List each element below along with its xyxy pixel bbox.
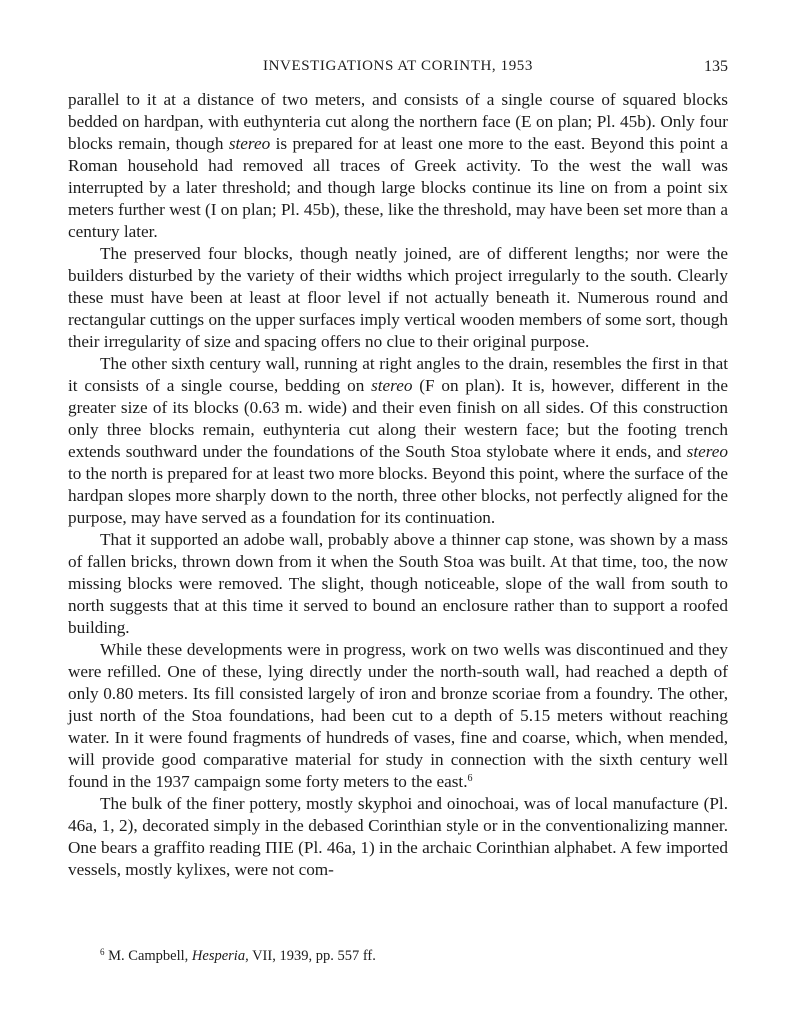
footnote-marker: 6 <box>100 947 105 957</box>
paragraph-1-text-a: parallel to it at a distance of two meters, and consists of a single course of squared blocks bedded on hardpan, with euthynteria cut along the northern face (E on plan; Pl. 45b). Only four blocks remain, though <box>68 90 728 153</box>
paragraph-3-text-c: to the north is prepared for at least two more blocks. Beyond this point, where the surface of the hardpan slopes more sharply down to the north, three other blocks, not perfectly aligned for the purpose, may have served as a foundation for its continuation. <box>68 464 728 527</box>
paragraph-3-text-b: (F on plan). It is, however, different in the greater size of its blocks (0.63 m. wide) and their even finish on all sides. Of this construction only three blocks remain, euthynteria cut along their western face; but the footing trench extends southward under the foundations of the South Stoa stylobate where it ends, and <box>68 376 728 461</box>
paragraph-3 <box>68 353 728 529</box>
italic-term: stereo <box>371 376 413 395</box>
paragraph-1 <box>68 89 728 243</box>
page-number: 135 <box>704 58 728 75</box>
footnote-text-a: M. Campbell, <box>104 948 192 964</box>
footnote-reference[interactable]: 6 <box>467 773 473 784</box>
paragraph-6: The bulk of the finer pottery, mostly skyphoi and oinochoai, was of local manufacture (Pl. 46a, 1, 2), decorated simply in the debased Corinthian style or in the conventionalizing manner. One bears a graffito reading ΠΙΕ (Pl. 46a, 1) in the archaic Corinthian alphabet. A few imported vessels, mostly kylixes, were not com- <box>68 794 728 879</box>
body-text <box>68 89 728 881</box>
paragraph-2: The preserved four blocks, though neatly joined, are of different lengths; nor were the builders disturbed by the variety of their widths which project irregularly to the south. Clearly these must have been at least at floor level if not actually beneath it. Numerous round and rectangular cuttings on the upper surfaces imply vertical wooden members of some sort, though their irregularity of size and spacing offers no clue to their original purpose. <box>68 244 728 351</box>
footnote <box>100 946 700 966</box>
running-title: INVESTIGATIONS AT CORINTH, 1953 <box>263 58 533 74</box>
paragraph-3-text-a: The other sixth century wall, running at right angles to the drain, resembles the first in that it consists of a single course, bedding on <box>68 354 728 395</box>
footnote-journal: Hesperia <box>191 948 246 964</box>
paragraph-5-text: While these developments were in progress, work on two wells was discontinued and they were refilled. One of these, lying directly under the north-south wall, had reached a depth of only 0.80 meters. Its fill consisted largely of iron and bronze scoriae from a foundry. The other, just north of the Stoa foundations, had been cut to a depth of 5.15 meters without reaching water. In it were found fragments of hundreds of vases, fine and coarse, which, when mended, will provide good comparative material for study in connection with the sixth century well found in the 1937 campaign some forty meters to the east. <box>68 640 728 791</box>
paragraph-1-text-b: is prepared for at least one more to the east. Beyond this point a Roman household had removed all traces of Greek activity. To the west the wall was interrupted by a later threshold; and though large blocks continue its line on from a point six meters further west (I on plan; Pl. 45b), these, like the threshold, may have been set more than a century later. <box>68 134 729 241</box>
paragraph-4: That it supported an adobe wall, probably above a thinner cap stone, was shown by a mass of fallen bricks, thrown down from it when the South Stoa was built. At that time, too, the now missing blocks were removed. The slight, though noticeable, slope of the wall from south to north suggests that at this time it served to bound an enclosure rather than to support a roofed building. <box>68 530 728 637</box>
running-head <box>68 58 728 80</box>
paragraph-5 <box>68 639 728 793</box>
italic-term: stereo <box>686 442 728 461</box>
italic-term: stereo <box>228 134 271 153</box>
footnote-text-b: , VII, 1939, pp. 557 ff. <box>245 948 376 964</box>
